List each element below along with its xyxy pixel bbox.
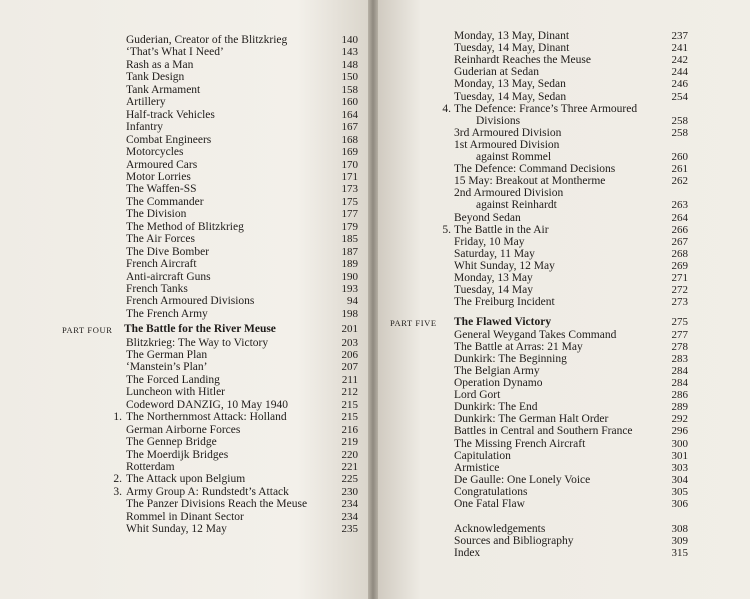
toc-entry-title: The Air Forces [126, 233, 195, 246]
toc-entry-title: Whit Sunday, 12 May [126, 523, 227, 536]
toc-entry-title: De Gaulle: One Lonely Voice [454, 473, 591, 486]
toc-entry-page: 212 [341, 386, 358, 399]
toc-entry-page: 140 [341, 34, 358, 46]
toc-entry-title: Half-track Vehicles [126, 108, 215, 121]
toc-entry-title: Motor Lorries [126, 170, 191, 183]
toc-entry-page: 244 [671, 66, 688, 79]
toc-entry-page: 143 [341, 46, 358, 59]
toc-entry-page: 177 [341, 208, 358, 221]
toc-entry-page: 283 [671, 352, 688, 365]
toc-entry-title: Tuesday, 14 May [454, 284, 534, 297]
toc-entry-title: The German Plan [126, 348, 208, 361]
toc-entry-title: Artillery [126, 96, 166, 109]
toc-entry-page: 289 [671, 401, 688, 414]
entry-number: 4. [442, 102, 451, 115]
toc-entry-page: 170 [341, 158, 358, 171]
toc-entry-page: 284 [671, 364, 688, 377]
toc-entry-page: 258 [671, 126, 688, 139]
toc-entry-title: Dunkirk: The End [454, 401, 538, 414]
toc-entry-page: 167 [341, 121, 358, 134]
toc-entry-page: 168 [341, 133, 358, 146]
toc-entry-title: Luncheon with Hitler [126, 386, 226, 399]
entry-number: 1. [113, 411, 122, 424]
toc-entry-title: Guderian at Sedan [454, 66, 539, 79]
toc-entry-page: 234 [341, 498, 358, 511]
toc-entry-title: Tuesday, 14 May, Dinant [454, 42, 570, 55]
toc-entry-page: 179 [341, 220, 358, 233]
toc-entry-page: 258 [671, 114, 688, 127]
toc-entry-page: 272 [671, 284, 688, 297]
toc-entry-title: The Defence: France’s Three Armoured [454, 102, 638, 115]
entry-number: 3. [113, 485, 122, 498]
toc-entry-page: 266 [671, 223, 688, 236]
toc-entry-title: Rash as a Man [126, 58, 194, 71]
toc-entry-title: Tank Armament [126, 83, 201, 96]
toc-entry-title: The Waffen-SS [126, 183, 197, 196]
toc-entry-page: 169 [341, 146, 358, 159]
toc-entry-page: 189 [341, 258, 358, 271]
toc-entry-title: Blitzkrieg: The Way to Victory [126, 336, 269, 349]
entry-number: 2. [113, 473, 122, 486]
toc-entry-title: Saturday, 11 May [454, 247, 535, 260]
back-matter-title: Acknowledgements [454, 523, 546, 535]
toc-entry-page: 220 [341, 448, 358, 461]
toc-entry-page: 261 [671, 163, 688, 176]
toc-entry-page: 230 [341, 485, 358, 498]
back-matter-title: Index [454, 547, 481, 560]
book-gutter [368, 0, 378, 599]
toc-entry-title: Rotterdam [126, 461, 175, 473]
toc-entry-title: Tank Design [126, 71, 185, 84]
toc-entry-title: 1st Armoured Division [454, 138, 560, 151]
back-matter-page: 308 [671, 523, 688, 535]
toc-entry-page: 203 [341, 336, 358, 349]
toc-entry-title: French Tanks [126, 283, 188, 295]
toc-entry-page: 164 [341, 108, 358, 121]
toc-entry-title: French Aircraft [126, 258, 197, 271]
toc-entry-page: 273 [671, 296, 688, 309]
toc-entry-page: 246 [671, 78, 688, 91]
toc-entry-page: 173 [341, 183, 358, 196]
toc-entry-title: ‘That’s What I Need’ [126, 46, 224, 59]
toc-entry-page: 292 [671, 413, 688, 426]
right-page [376, 0, 750, 599]
toc-entry-title: The Panzer Divisions Reach the Meuse [126, 498, 308, 511]
toc-entry-title: Anti-aircraft Guns [126, 270, 211, 283]
toc-entry-title: Monday, 13 May [454, 272, 533, 284]
toc-entry-page: 271 [671, 272, 688, 284]
toc-entry-page: 221 [341, 461, 358, 473]
toc-entry-page: 286 [671, 389, 688, 402]
toc-entry-page: 278 [671, 340, 688, 353]
entry-number: 5. [442, 223, 451, 236]
toc-entry-title: The Defence: Command Decisions [454, 163, 616, 176]
toc-entry-page: 158 [341, 83, 358, 96]
back-matter-title: Sources and Bibliography [454, 535, 574, 548]
part-label: PART FIVE [390, 318, 437, 328]
toc-entry-page: 206 [341, 348, 358, 361]
toc-entry-title: against Rommel [476, 151, 552, 163]
toc-entry-title: The Battle in the Air [454, 223, 549, 236]
toc-entry-page: 234 [341, 510, 358, 523]
toc-entry-page: 215 [341, 398, 358, 411]
toc-entry-page: 94 [347, 295, 358, 308]
toc-entry-page: 267 [671, 235, 688, 248]
toc-entry-title: The Gennep Bridge [126, 436, 217, 449]
toc-entry-title: Lord Gort [454, 389, 501, 402]
toc-entry-page: 262 [671, 175, 688, 188]
back-matter-page: 309 [671, 535, 688, 548]
left-page [0, 0, 372, 599]
toc-entry-page: 185 [341, 233, 358, 246]
toc-entry-page: 175 [341, 195, 358, 208]
toc-entry-title: Infantry [126, 121, 164, 134]
toc-entry-title: The Commander [126, 195, 204, 208]
part-label: PART FOUR [62, 325, 113, 335]
toc-entry-title: The Attack upon Belgium [126, 473, 246, 486]
toc-entry-title: The Division [126, 208, 187, 221]
toc-entry-title: Rommel in Dinant Sector [126, 510, 244, 523]
back-matter-page: 315 [671, 547, 688, 560]
toc-entry-page: 268 [671, 247, 688, 260]
toc-entry-page: 235 [341, 523, 358, 536]
toc-entry-title: The Battle at Arras: 21 May [454, 340, 583, 353]
toc-entry-title: The Missing French Aircraft [454, 437, 586, 450]
toc-entry-page: 215 [341, 411, 358, 424]
toc-entry-title: Capitulation [454, 449, 511, 462]
toc-entry-page: 303 [671, 461, 688, 474]
toc-entry-title: Monday, 13 May, Dinant [454, 30, 570, 42]
toc-entry-title: French Armoured Divisions [126, 295, 255, 308]
toc-entry-title: Dunkirk: The German Halt Order [454, 413, 609, 426]
toc-entry-title: The French Army [126, 307, 208, 320]
toc-entry-page: 241 [671, 42, 688, 55]
toc-entry-title: The Method of Blitzkrieg [126, 220, 244, 233]
toc-entry-title: Dunkirk: The Beginning [454, 352, 567, 365]
toc-entry-page: 264 [671, 211, 688, 224]
toc-entry-title: Beyond Sedan [454, 211, 521, 224]
toc-entry-title: ‘Manstein’s Plan’ [126, 361, 208, 374]
part-page: 275 [671, 316, 688, 328]
toc-entry-title: German Airborne Forces [126, 423, 241, 436]
toc-entry-title: Divisions [476, 114, 521, 127]
toc-entry-page: 254 [671, 90, 688, 103]
toc-entry-title: The Freiburg Incident [454, 296, 555, 309]
toc-entry-title: Battles in Central and Southern France [454, 425, 633, 438]
toc-entry-title: General Weygand Takes Command [454, 328, 617, 341]
toc-entry-title: Motorcycles [126, 146, 184, 159]
toc-entry-page: 301 [671, 449, 688, 462]
toc-entry-title: Operation Dynamo [454, 377, 543, 389]
toc-entry-page: 263 [671, 199, 688, 212]
toc-entry-title: The Moerdijk Bridges [126, 448, 229, 461]
toc-entry-page: 284 [671, 377, 688, 389]
toc-entry-page: 211 [341, 373, 358, 386]
toc-entry-page: 150 [341, 71, 358, 84]
toc-entry-title: Codeword DANZIG, 10 May 1940 [126, 398, 288, 411]
toc-entry-page: 305 [671, 485, 688, 498]
toc-entry-page: 187 [341, 245, 358, 258]
toc-entry-page: 225 [341, 473, 358, 486]
part-title: The Flawed Victory [454, 316, 552, 328]
toc-entry-title: Whit Sunday, 12 May [454, 259, 555, 272]
toc-entry-title: Friday, 10 May [454, 235, 525, 248]
toc-entry-page: 304 [671, 473, 688, 486]
toc-entry-page: 277 [671, 328, 688, 341]
toc-entry-title: Armoured Cars [126, 158, 198, 171]
toc-entry-page: 242 [671, 54, 688, 67]
toc-entry-title: 15 May: Breakout at Montherme [454, 175, 606, 188]
toc-entry-page: 306 [671, 498, 688, 510]
toc-entry-page: 160 [341, 96, 358, 109]
toc-entry-title: The Belgian Army [454, 364, 540, 377]
toc-entry-page: 198 [341, 307, 358, 320]
toc-entry-title: Guderian, Creator of the Blitzkrieg [126, 34, 288, 46]
toc-entry-page: 190 [341, 270, 358, 283]
toc-entry-title: Armistice [454, 461, 500, 474]
toc-entry-title: Reinhardt Reaches the Meuse [454, 54, 591, 67]
toc-entry-title: One Fatal Flaw [454, 498, 525, 510]
toc-entry-page: 171 [341, 170, 358, 183]
toc-entry-title: Monday, 13 May, Sedan [454, 78, 566, 91]
toc-entry-title: against Reinhardt [476, 199, 557, 212]
toc-entry-title: Combat Engineers [126, 133, 212, 146]
toc-entry-page: 193 [341, 283, 358, 295]
toc-entry-page: 207 [341, 361, 358, 374]
toc-entry-title: The Dive Bomber [126, 245, 210, 258]
toc-entry-page: 296 [671, 425, 688, 438]
toc-entry-page: 219 [341, 436, 358, 449]
part-title: The Battle for the River Meuse [124, 323, 276, 335]
toc-entry-page: 216 [341, 423, 358, 436]
toc-entry-page: 260 [671, 151, 688, 163]
toc-entry-page: 300 [671, 437, 688, 450]
toc-entry-title: The Forced Landing [126, 373, 220, 386]
toc-entry-page: 148 [341, 58, 358, 71]
toc-entry-page: 237 [671, 30, 688, 42]
toc-entry-title: Congratulations [454, 485, 528, 498]
toc-entry-page: 269 [671, 259, 688, 272]
toc-entry-title: Tuesday, 14 May, Sedan [454, 90, 567, 103]
toc-entry-title: The Northernmost Attack: Holland [126, 411, 287, 424]
part-page: 201 [341, 323, 358, 335]
toc-entry-title: 2nd Armoured Division [454, 187, 564, 200]
toc-entry-title: 3rd Armoured Division [454, 126, 562, 139]
toc-entry-title: Army Group A: Rundstedt’s Attack [126, 485, 289, 498]
